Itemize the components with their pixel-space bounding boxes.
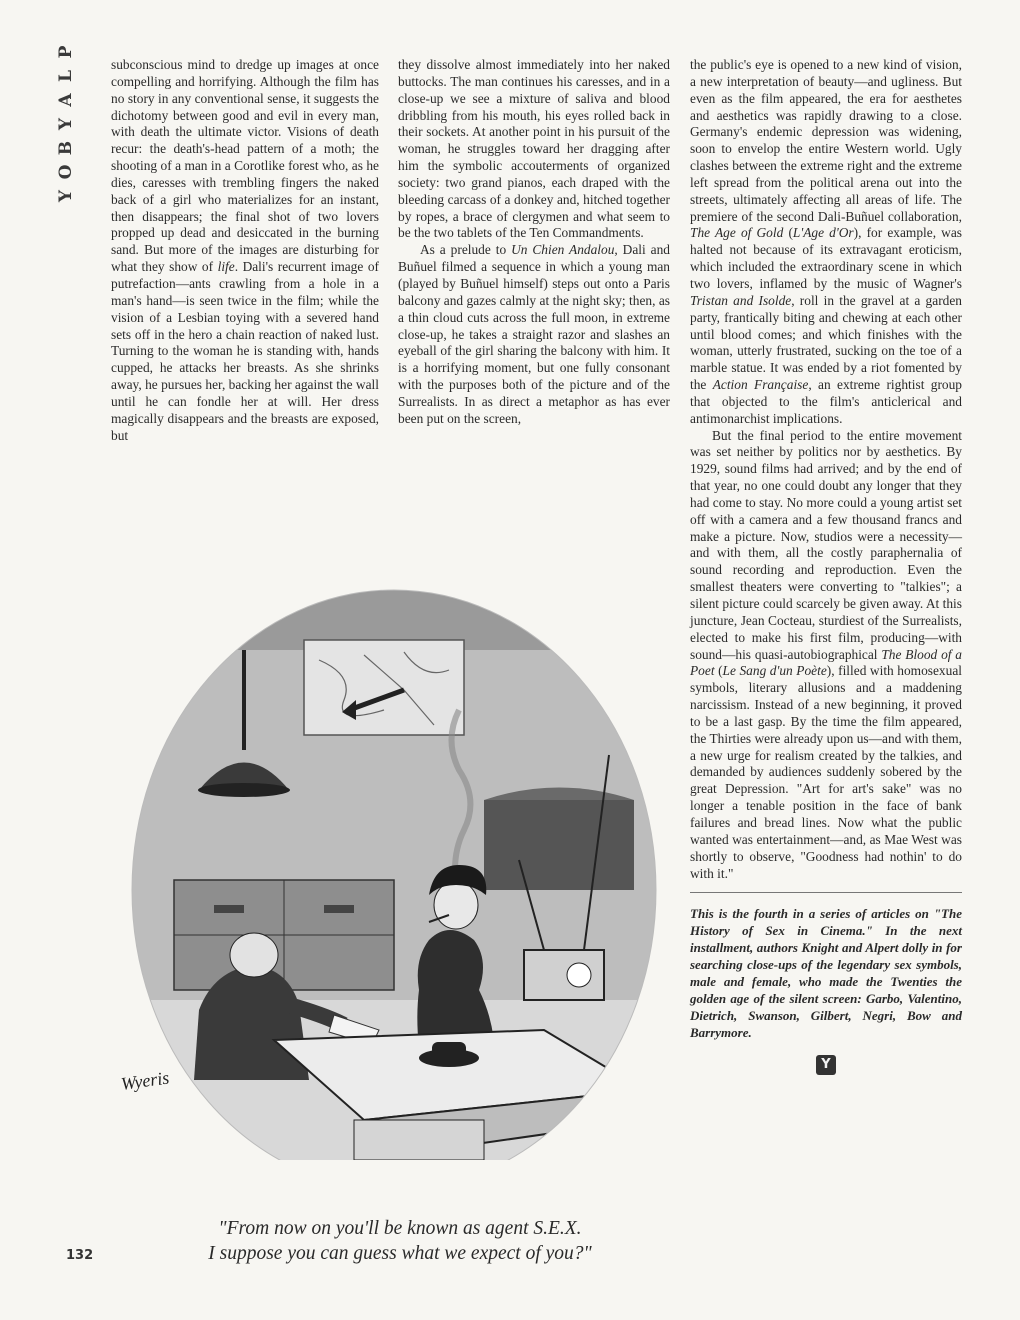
- paragraph: [111, 57, 379, 444]
- page-number: 132: [66, 1248, 94, 1263]
- text: , roll in the gravel at a garden party, frantically biting and chewing at each other until blood comes; and which finishes with the woman, utterly frustrated, sucking on the toe of a marble statue. It was ended by a riot fomented by the: [690, 292, 962, 393]
- masthead-letter: Y: [56, 189, 76, 203]
- text: the public's eye is opened to a new kind of vision, a new interpretation of beauty—and ugliness. But even as the film appeared, the era for aesthetes and aesthetics was rapidly drawing to a close. Germany's endemic depression was widening, soon to envelop the entire Western world. Ugly clashes between the extreme right and the extreme left spread from the political arena out into the streets, ultimately affecting all areas of life. The premiere of the second Dali-Buñuel collaboration,: [690, 57, 962, 224]
- emphasis: life: [217, 259, 235, 275]
- caption-line: I suppose you can guess what we expect of you?": [208, 1243, 592, 1264]
- masthead-letter: Y: [56, 117, 76, 131]
- article-column-1: [111, 57, 379, 444]
- article-column-3: [690, 57, 962, 1075]
- paragraph: [690, 428, 962, 883]
- caption-line: "From now on you'll be known as agent S.E.X.: [218, 1218, 582, 1239]
- wall-cabinet: [484, 800, 634, 890]
- playboy-bunny-endmark-icon: Y: [816, 1055, 836, 1075]
- group-name: Action Française: [712, 377, 809, 393]
- masthead-letter: B: [56, 140, 76, 156]
- artist-signature: Wyeris: [119, 1067, 171, 1094]
- masthead-letter: O: [56, 164, 76, 180]
- author-note: This is the fourth in a series of articles on "The History of Sex in Cinema." In the next installment, authors Knight and Alpert dolly in for searching close-ups of the legendary sex symbols, male and female, who made the Twenties the golden age of the silent screen: Garbo, Valentino, Dietrich, Swanson, Gilbert, Negri, Bow and Barrymore.: [690, 892, 962, 1041]
- film-title: Le Sang d'un Poète: [722, 663, 827, 679]
- text: , an extreme rightist group that objected to the film's anticlerical and antimonarchist implications.: [690, 377, 962, 426]
- wall-map: [304, 640, 464, 735]
- music-title: Tristan and Isolde: [690, 292, 792, 308]
- text: ), filled with homosexual symbols, literary allusions and a maddening narcissism. Instead of a new beginning, it proved to be a last gasp. By the time the film appeared, the Thirties were already upon us—and with them, a new urge for realism created by the talkies, and demanded by audiences suddenly sobered by the great Depression. "Art for art's sake" was no longer a tenable position in the face of bank failures and bread lines. Now what the public wanted was entertainment—and, as Mae West was shortly to observe, "Goodness had nothin' to do with it.": [690, 663, 962, 881]
- text: ), for example, was halted not because of its extravagant eroticism, which included the extraordinary scene in which two lovers, inflamed by the music of Wagner's: [690, 225, 963, 291]
- cartoon-caption: [150, 1216, 650, 1266]
- masthead-vertical: [48, 40, 88, 208]
- masthead-letter: L: [56, 70, 76, 82]
- article-column-2: [398, 57, 670, 428]
- filing-cabinets: [174, 880, 394, 990]
- paragraph: [398, 242, 670, 427]
- text: subconscious mind to dredge up images at once compelling and horrifying. Although the film has no story in any conventional sense, it suggests the dichotomy between good and evil in every man, with death the ultimate victor. Visions of death recur: the death's-head pattern of a moth; the shooting of a man in a Corotlike forest who, as he dies, caresses with trembling fingers the naked back of a girl who materializes for an instant, then disappears; the final shot of two lovers propped up dead and desiccated in the burning sand. But more of the images are disturbing for what they show of: [111, 57, 379, 275]
- text: As a prelude to: [420, 242, 512, 258]
- text: But the final period to the entire movement was set neither by politics nor by aesthetics. By 1929, sound films had arrived; and by the end of that year, no one could doubt any longer that they had come to stay. No more could a young artist set off with a camera and a few thousand francs and make a picture. Now, studios were a necessity—and with them, all the costly paraphernalia of sound recording and reproduction. Even the smallest theaters were converting to "talkies"; a silent picture could scarcely be given away. At this juncture, Jean Cocteau, sturdiest of the Surrealists, elected to make his first film, producing—with sound—his quasi-autobiographical: [690, 427, 962, 662]
- masthead-letter: P: [56, 45, 76, 59]
- masthead-letter: A: [56, 93, 76, 107]
- text: , Dali and Buñuel filmed a sequence in which a young man (played by Buñuel himself) steps out onto a Paris balcony and gazes calmly at the night sky; then, as a thin cloud cuts across the full moon, in extreme close-up, he takes a straight razor and slashes an eyeball of the girl sharing the balcony with him. It is a horrifying moment, but one fully consonant with the purposes both of the picture and of the Surrealists. In as direct a metaphor as has ever been put on the screen,: [398, 242, 670, 426]
- film-title: Un Chien Andalou: [511, 242, 615, 258]
- text: (: [783, 225, 793, 241]
- text: (: [714, 663, 723, 679]
- cartoon-illustration: [104, 560, 674, 1160]
- film-title: L'Age d'Or: [792, 225, 854, 241]
- film-title: The Blood of a Poet: [690, 646, 962, 679]
- text: . Dali's recurrent image of putrefaction—ants crawling from a hole in a man's hand—is seen twice in the film; while the vision of a Lesbian toying with a severed hand sets off in the hero a chain reaction of naked lust. Turning to the woman he is standing with, hands cupped, he attacks her breasts. As she shrinks away, he pursues her, backing her against the wall until he can fondle her at will. Her dress magically disappears and the breasts are exposed, but: [111, 259, 379, 443]
- paragraph: they dissolve almost immediately into her naked buttocks. The man continues his caresses, and in a close-up we see a mixture of saliva and blood dribbling from his mouth, his eyes rolled back in their sockets. At another point in his pursuit of the woman, he struggles toward her dragging after him the symbolic accouterments of organized society: two grand pianos, each draped with the bleeding carcass of a donkey and, hitched together by ropes, a brace of clergymen and what seem to be the two tablets of the Ten Commandments.: [398, 57, 670, 241]
- film-title: The Age of Gold: [690, 225, 784, 241]
- paragraph: [690, 57, 962, 428]
